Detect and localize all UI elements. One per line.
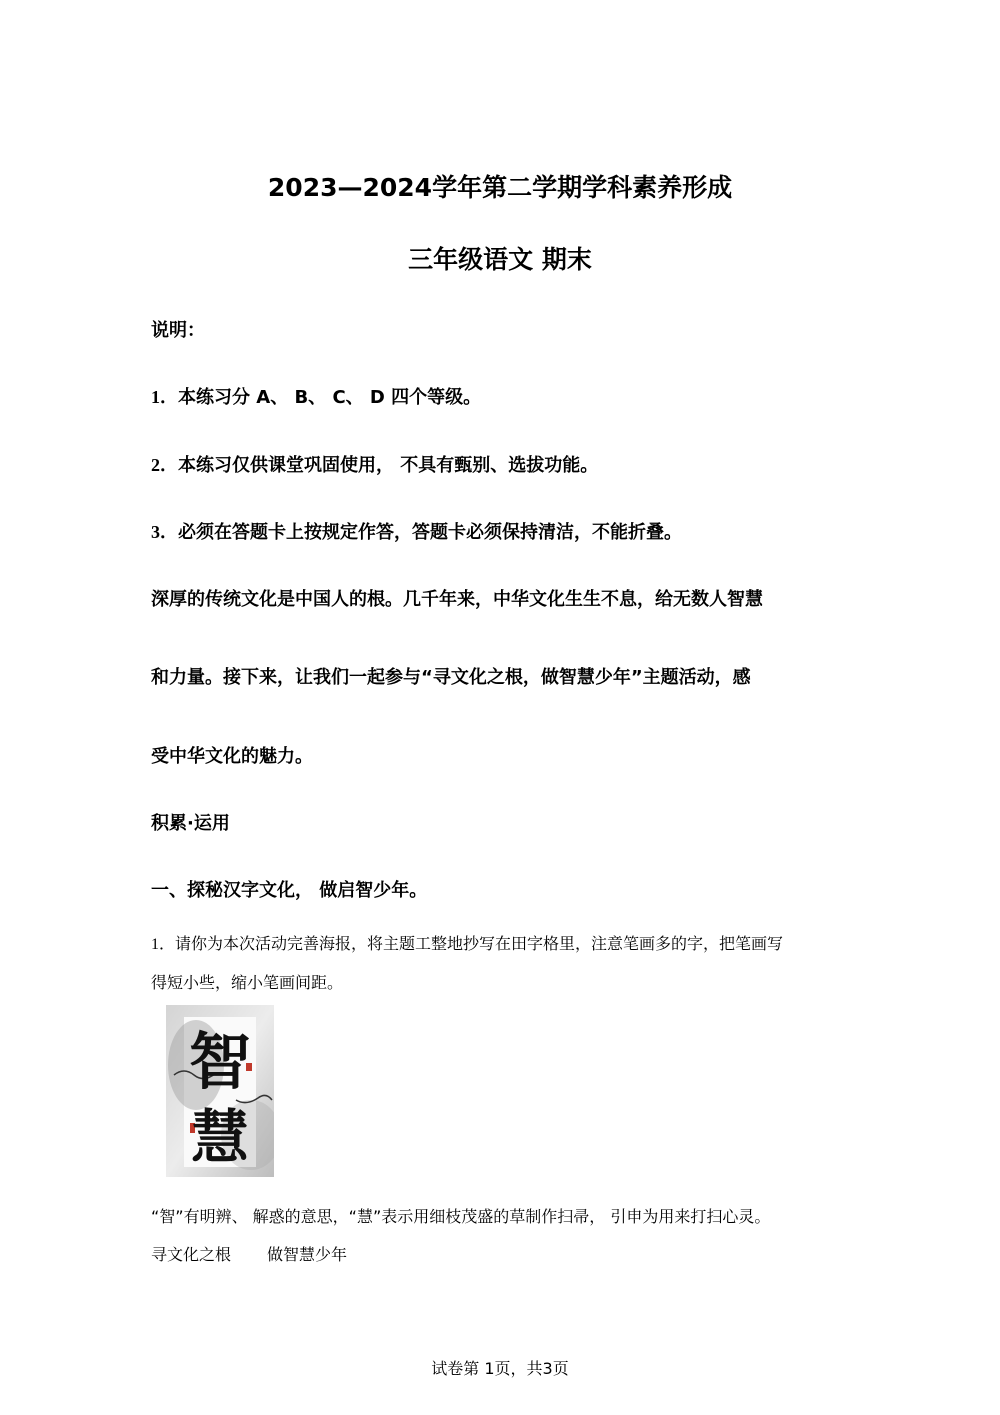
question-1-line1 [151, 931, 783, 954]
theme-part-2: 做智慧少年 [267, 1245, 348, 1264]
intro-paragraph-line: 深厚的传统文化是中国人的根。几千年来，中华文化生生不息，给无数人智慧 [151, 589, 763, 610]
question-number: 1． [151, 936, 176, 953]
instructions-heading: 说明： [151, 320, 205, 341]
question-text: 请你为本次活动完善海报，将主题工整地抄写在田字格里，注意笔画多的字，把笔画写 [175, 934, 784, 953]
explanation-text: “智”有明辨、 解惑的意思，“慧”表示用细枝茂盛的草制作扫帚， 引申为用来打扫心灵。 [151, 1207, 771, 1226]
calligraphy-svg [166, 1005, 274, 1177]
instruction-item [151, 383, 481, 409]
intro-paragraph-line: 和力量。接下来，让我们一起参与“寻文化之根，做智慧少年”主题活动，感 [151, 667, 751, 688]
section-heading: 积累·运用 [151, 813, 230, 834]
instruction-number: 1． [151, 387, 178, 407]
theme-text [151, 1242, 347, 1265]
calligraphy-char-2: 慧 [190, 1103, 250, 1171]
calligraphy-char-1: 智 [188, 1025, 252, 1098]
part1-heading: 一、探秘汉字文化， 做启智少年。 [151, 880, 428, 901]
instruction-number: 2． [151, 455, 178, 475]
page-footer: 试卷第 1页，共3页 [431, 1359, 569, 1378]
instruction-item [151, 518, 682, 544]
instruction-number: 3． [151, 522, 178, 542]
theme-part-1: 寻文化之根 [151, 1245, 232, 1264]
question-1-line2: 得短小些，缩小笔画间距。 [151, 973, 344, 992]
page-title: 2023—2024学年第二学期学科素养形成 [267, 173, 733, 202]
instruction-text: 本练习分 A、 B、 C、 D 四个等级。 [178, 387, 482, 408]
instruction-text: 本练习仅供课堂巩固使用， 不具有甄别、选拔功能。 [178, 455, 599, 476]
instruction-text: 必须在答题卡上按规定作答，答题卡必须保持清洁，不能折叠。 [178, 522, 682, 543]
page-subtitle: 三年级语文 期末 [408, 245, 592, 274]
instruction-item [151, 451, 598, 477]
intro-paragraph-line: 受中华文化的魅力。 [151, 746, 313, 767]
calligraphy-poster-image [166, 1005, 274, 1177]
